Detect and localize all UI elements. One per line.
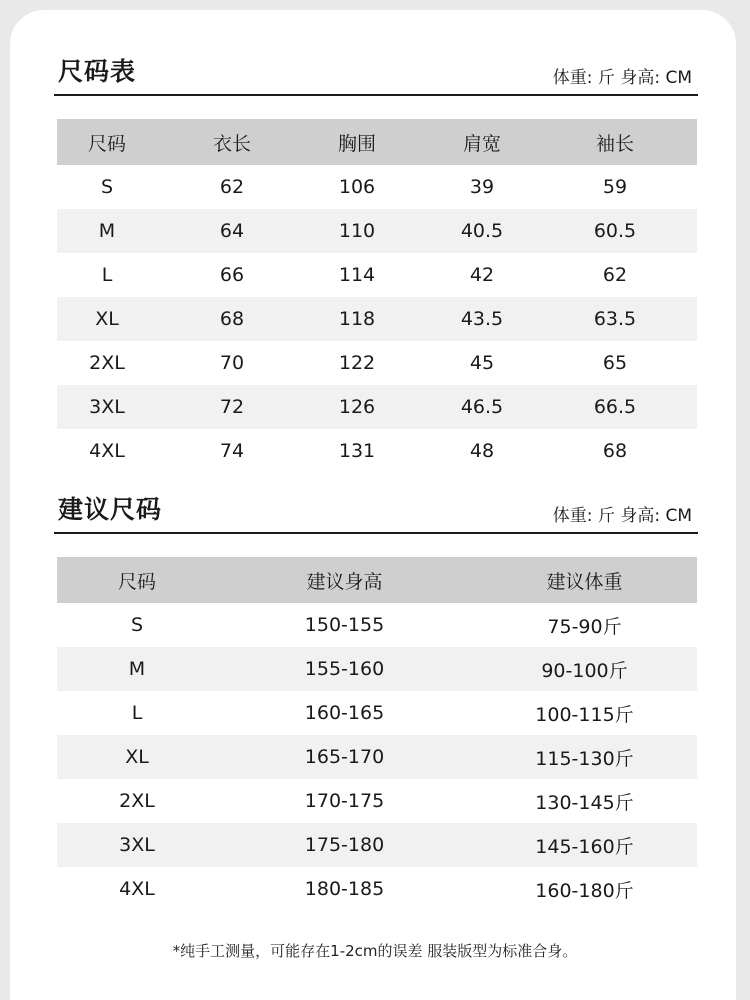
table-cell: 68 (602, 440, 628, 462)
table-cell: 68 (219, 308, 245, 330)
table-cell: 46.5 (460, 396, 504, 418)
recommend-row (57, 823, 697, 867)
table-cell: 100-115斤 (535, 703, 634, 726)
recommend-row (57, 867, 697, 911)
table-cell: 114 (338, 264, 376, 286)
size-chart-table (57, 119, 697, 473)
table-cell: XL (125, 746, 149, 768)
table-cell: 42 (469, 264, 495, 286)
size-row (57, 429, 697, 473)
recommend-header (54, 488, 698, 532)
measurement-footnote: *纯手工测量，可能存在1-2cm的误差 服装版型为标准合身。 (172, 942, 578, 960)
recommend-row (57, 647, 697, 691)
table-cell: S (100, 176, 114, 198)
table-cell: 175-180 (304, 834, 385, 856)
size-row (57, 209, 697, 253)
table-cell: 155-160 (304, 658, 385, 680)
table-cell: 3XL (89, 396, 125, 418)
table-cell: 59 (602, 176, 628, 198)
size-chart-title: 尺码表 (58, 57, 137, 86)
table-cell: 4XL (89, 440, 125, 462)
table-cell: 115-130斤 (535, 747, 634, 770)
table-cell: 74 (219, 440, 245, 462)
size-row (57, 253, 697, 297)
size-row (57, 165, 697, 209)
column-header: 建议身高 (306, 570, 383, 593)
column-header: 胸围 (337, 132, 376, 155)
table-cell: 70 (219, 352, 245, 374)
table-cell: 40.5 (460, 220, 504, 242)
table-cell: 3XL (119, 834, 155, 856)
table-cell: XL (95, 308, 119, 330)
table-cell: 165-170 (304, 746, 385, 768)
table-cell: 2XL (89, 352, 125, 374)
table-cell: M (98, 220, 116, 242)
table-cell: 2XL (119, 790, 155, 812)
table-cell: L (101, 264, 113, 286)
column-header: 尺码 (117, 570, 156, 593)
table-cell: 60.5 (593, 220, 637, 242)
recommend-divider (54, 532, 698, 534)
column-header: 尺码 (87, 132, 126, 155)
size-row (57, 341, 697, 385)
table-cell: 62 (602, 264, 628, 286)
table-cell: 130-145斤 (535, 791, 634, 814)
size-chart-header (54, 50, 698, 94)
table-cell: 160-165 (304, 702, 385, 724)
column-header: 肩宽 (462, 132, 501, 155)
recommend-section (54, 488, 698, 911)
table-header-row (57, 557, 697, 603)
size-row (57, 297, 697, 341)
table-cell: 118 (338, 308, 376, 330)
table-cell: 66 (219, 264, 245, 286)
recommend-row (57, 735, 697, 779)
table-cell: 160-180斤 (535, 879, 634, 902)
table-cell: 75-90斤 (547, 615, 622, 638)
table-cell: 62 (219, 176, 245, 198)
table-cell: 65 (602, 352, 628, 374)
table-cell: 110 (338, 220, 376, 242)
column-header: 建议体重 (546, 570, 623, 593)
table-cell: L (131, 702, 143, 724)
table-cell: 4XL (119, 878, 155, 900)
table-cell: 66.5 (593, 396, 637, 418)
table-cell: 131 (338, 440, 376, 462)
size-chart-section (54, 50, 698, 473)
recommend-title: 建议尺码 (58, 495, 163, 524)
table-cell: 72 (219, 396, 245, 418)
table-cell: 150-155 (304, 614, 385, 636)
size-chart-divider (54, 94, 698, 96)
table-cell: S (130, 614, 144, 636)
table-cell: 170-175 (304, 790, 385, 812)
recommend-row (57, 779, 697, 823)
table-cell: 106 (338, 176, 376, 198)
column-header: 衣长 (212, 132, 251, 155)
size-row (57, 385, 697, 429)
table-cell: 63.5 (593, 308, 637, 330)
table-cell: 45 (469, 352, 495, 374)
table-cell: 43.5 (460, 308, 504, 330)
table-cell: 48 (469, 440, 495, 462)
recommend-row (57, 603, 697, 647)
column-header: 袖长 (595, 132, 634, 155)
table-cell: M (128, 658, 146, 680)
table-cell: 64 (219, 220, 245, 242)
size-chart-unit-note: 体重: 斤 身高: CM (552, 68, 692, 88)
table-cell: 145-160斤 (535, 835, 634, 858)
table-header-row (57, 119, 697, 165)
table-cell: 180-185 (304, 878, 385, 900)
table-cell: 126 (338, 396, 376, 418)
recommend-unit-note: 体重: 斤 身高: CM (552, 506, 692, 526)
table-cell: 122 (338, 352, 376, 374)
table-cell: 90-100斤 (541, 659, 628, 682)
recommend-row (57, 691, 697, 735)
recommend-table (57, 557, 697, 911)
table-cell: 39 (469, 176, 495, 198)
